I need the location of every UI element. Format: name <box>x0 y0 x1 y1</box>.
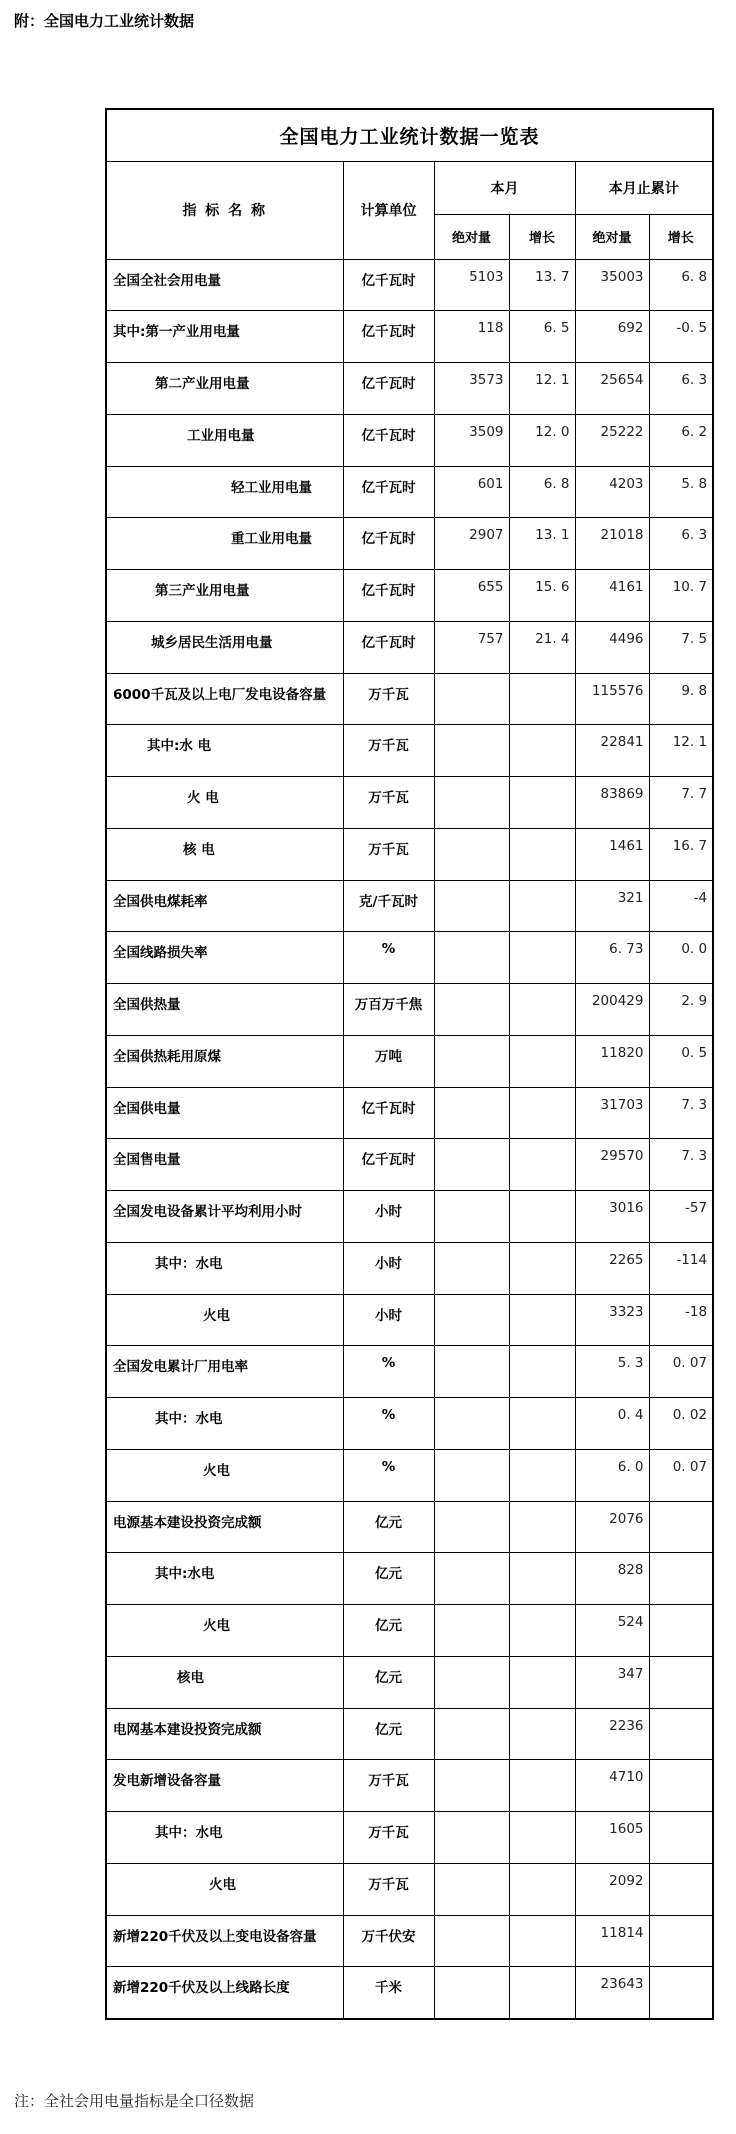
unit-cell: 万千瓦 <box>343 1760 434 1812</box>
table-row <box>106 1553 713 1605</box>
month-absolute-cell: 757 <box>434 621 509 673</box>
cumulative-growth-cell: 7. 5 <box>649 621 713 673</box>
unit-cell: 万千瓦 <box>343 1812 434 1864</box>
month-growth-cell <box>509 1863 575 1915</box>
cumulative-growth-cell: 10. 7 <box>649 570 713 622</box>
month-growth-cell <box>509 1346 575 1398</box>
table-row <box>106 1915 713 1967</box>
footnote: 注：全社会用电量指标是全口径数据 <box>14 2092 255 2110</box>
table-title: 全国电力工业统计数据一览表 <box>106 109 713 161</box>
indicator-name-cell: 第三产业用电量 <box>106 570 343 622</box>
cumulative-growth-cell <box>649 1605 713 1657</box>
cumulative-absolute-cell: 4203 <box>575 466 649 518</box>
month-absolute-cell <box>434 777 509 829</box>
table-row <box>106 1035 713 1087</box>
table-row <box>106 1139 713 1191</box>
indicator-name-cell: 火电 <box>106 1863 343 1915</box>
month-absolute-cell: 601 <box>434 466 509 518</box>
cumulative-growth-cell: 2. 9 <box>649 984 713 1036</box>
month-absolute-cell <box>434 1863 509 1915</box>
cumulative-absolute-cell: 5. 3 <box>575 1346 649 1398</box>
month-absolute-cell <box>434 1035 509 1087</box>
month-growth-cell <box>509 1294 575 1346</box>
cumulative-absolute-cell: 6. 0 <box>575 1449 649 1501</box>
unit-cell: 亿千瓦时 <box>343 311 434 363</box>
cumulative-growth-cell <box>649 1915 713 1967</box>
unit-cell: 万千瓦 <box>343 673 434 725</box>
month-absolute-cell <box>434 984 509 1036</box>
table-row <box>106 1294 713 1346</box>
unit-cell: 亿千瓦时 <box>343 466 434 518</box>
table-row <box>106 466 713 518</box>
cumulative-absolute-cell: 35003 <box>575 259 649 311</box>
unit-cell: 克/千瓦时 <box>343 880 434 932</box>
cumulative-absolute-cell: 1605 <box>575 1812 649 1864</box>
month-absolute-cell: 5103 <box>434 259 509 311</box>
indicator-name-cell: 6000千瓦及以上电厂发电设备容量 <box>106 673 343 725</box>
header-unit: 计算单位 <box>343 161 434 259</box>
cumulative-growth-cell: 6. 8 <box>649 259 713 311</box>
indicator-name-cell: 火 电 <box>106 777 343 829</box>
table-row <box>106 1605 713 1657</box>
month-absolute-cell: 655 <box>434 570 509 622</box>
unit-cell: 万千瓦 <box>343 725 434 777</box>
cumulative-absolute-cell: 1461 <box>575 828 649 880</box>
cumulative-growth-cell: -4 <box>649 880 713 932</box>
month-growth-cell <box>509 1087 575 1139</box>
indicator-name-cell: 全国供电量 <box>106 1087 343 1139</box>
month-absolute-cell <box>434 1294 509 1346</box>
month-absolute-cell <box>434 1656 509 1708</box>
cumulative-growth-cell: 6. 3 <box>649 518 713 570</box>
month-absolute-cell <box>434 828 509 880</box>
cumulative-growth-cell: 7. 3 <box>649 1087 713 1139</box>
indicator-name-cell: 火电 <box>106 1449 343 1501</box>
month-absolute-cell <box>434 1605 509 1657</box>
indicator-name-cell: 全国发电设备累计平均利用小时 <box>106 1191 343 1243</box>
cumulative-absolute-cell: 3016 <box>575 1191 649 1243</box>
table-row <box>106 673 713 725</box>
cumulative-absolute-cell: 347 <box>575 1656 649 1708</box>
indicator-name-cell: 新增220千伏及以上线路长度 <box>106 1967 343 2019</box>
header-cumulative: 本月止累计 <box>575 161 713 214</box>
cumulative-absolute-cell: 4496 <box>575 621 649 673</box>
month-growth-cell <box>509 1760 575 1812</box>
month-absolute-cell <box>434 1449 509 1501</box>
month-growth-cell <box>509 1191 575 1243</box>
cumulative-absolute-cell: 11820 <box>575 1035 649 1087</box>
month-absolute-cell <box>434 1242 509 1294</box>
table-row <box>106 1087 713 1139</box>
month-growth-cell: 13. 7 <box>509 259 575 311</box>
cumulative-absolute-cell: 25222 <box>575 414 649 466</box>
month-growth-cell: 12. 1 <box>509 363 575 415</box>
unit-cell: 万千瓦 <box>343 828 434 880</box>
header-cumulative-growth: 增长 <box>649 214 713 259</box>
cumulative-absolute-cell: 0. 4 <box>575 1398 649 1450</box>
unit-cell: 亿千瓦时 <box>343 518 434 570</box>
cumulative-absolute-cell: 22841 <box>575 725 649 777</box>
month-absolute-cell <box>434 673 509 725</box>
cumulative-absolute-cell: 3323 <box>575 1294 649 1346</box>
month-growth-cell: 6. 8 <box>509 466 575 518</box>
cumulative-growth-cell: 6. 3 <box>649 363 713 415</box>
table-title-row <box>106 109 713 161</box>
unit-cell: 小时 <box>343 1242 434 1294</box>
unit-cell: 万吨 <box>343 1035 434 1087</box>
header-indicator-name: 指 标 名 称 <box>106 161 343 259</box>
unit-cell: 亿千瓦时 <box>343 414 434 466</box>
cumulative-growth-cell: 5. 8 <box>649 466 713 518</box>
indicator-name-cell: 其中：水电 <box>106 1242 343 1294</box>
month-growth-cell <box>509 1139 575 1191</box>
month-absolute-cell <box>434 1501 509 1553</box>
month-growth-cell <box>509 1035 575 1087</box>
month-absolute-cell <box>434 1915 509 1967</box>
unit-cell: % <box>343 1398 434 1450</box>
month-absolute-cell <box>434 932 509 984</box>
table-row <box>106 880 713 932</box>
cumulative-absolute-cell: 2236 <box>575 1708 649 1760</box>
unit-cell: 万百万千焦 <box>343 984 434 1036</box>
indicator-name-cell: 工业用电量 <box>106 414 343 466</box>
cumulative-growth-cell: 7. 7 <box>649 777 713 829</box>
indicator-name-cell: 全国售电量 <box>106 1139 343 1191</box>
table-row <box>106 363 713 415</box>
cumulative-growth-cell: 6. 2 <box>649 414 713 466</box>
month-growth-cell <box>509 725 575 777</box>
month-absolute-cell <box>434 725 509 777</box>
month-growth-cell: 21. 4 <box>509 621 575 673</box>
indicator-name-cell: 全国发电累计厂用电率 <box>106 1346 343 1398</box>
month-growth-cell <box>509 1915 575 1967</box>
month-growth-cell <box>509 1449 575 1501</box>
month-growth-cell <box>509 1708 575 1760</box>
header-current-month: 本月 <box>434 161 575 214</box>
unit-cell: 亿千瓦时 <box>343 259 434 311</box>
cumulative-growth-cell <box>649 1501 713 1553</box>
cumulative-growth-cell: -18 <box>649 1294 713 1346</box>
month-absolute-cell <box>434 1967 509 2019</box>
table-row <box>106 1449 713 1501</box>
cumulative-absolute-cell: 2265 <box>575 1242 649 1294</box>
cumulative-growth-cell <box>649 1812 713 1864</box>
unit-cell: 小时 <box>343 1294 434 1346</box>
cumulative-absolute-cell: 524 <box>575 1605 649 1657</box>
document-heading: 附：全国电力工业统计数据 <box>14 12 195 30</box>
month-growth-cell <box>509 880 575 932</box>
table-row <box>106 570 713 622</box>
month-absolute-cell <box>434 1346 509 1398</box>
indicator-name-cell: 其中:第一产业用电量 <box>106 311 343 363</box>
table-row <box>106 725 713 777</box>
table-row <box>106 1812 713 1864</box>
month-growth-cell <box>509 1605 575 1657</box>
table-body <box>106 259 713 2019</box>
cumulative-absolute-cell: 11814 <box>575 1915 649 1967</box>
month-absolute-cell <box>434 1398 509 1450</box>
month-absolute-cell <box>434 1708 509 1760</box>
cumulative-absolute-cell: 2076 <box>575 1501 649 1553</box>
cumulative-absolute-cell: 828 <box>575 1553 649 1605</box>
table-row <box>106 1501 713 1553</box>
cumulative-absolute-cell: 21018 <box>575 518 649 570</box>
month-growth-cell <box>509 1398 575 1450</box>
indicator-name-cell: 全国供电煤耗率 <box>106 880 343 932</box>
header-cumulative-absolute: 绝对量 <box>575 214 649 259</box>
cumulative-absolute-cell: 4161 <box>575 570 649 622</box>
month-growth-cell <box>509 932 575 984</box>
table-row <box>106 1398 713 1450</box>
cumulative-growth-cell: 0. 07 <box>649 1449 713 1501</box>
unit-cell: % <box>343 932 434 984</box>
statistics-table <box>105 108 714 2020</box>
cumulative-growth-cell: -57 <box>649 1191 713 1243</box>
indicator-name-cell: 核 电 <box>106 828 343 880</box>
table-row <box>106 1708 713 1760</box>
cumulative-absolute-cell: 29570 <box>575 1139 649 1191</box>
unit-cell: 亿元 <box>343 1656 434 1708</box>
month-absolute-cell: 2907 <box>434 518 509 570</box>
month-growth-cell <box>509 1242 575 1294</box>
unit-cell: 亿元 <box>343 1605 434 1657</box>
month-absolute-cell <box>434 1760 509 1812</box>
cumulative-growth-cell <box>649 1708 713 1760</box>
table-row <box>106 518 713 570</box>
cumulative-absolute-cell: 692 <box>575 311 649 363</box>
table-row <box>106 1863 713 1915</box>
unit-cell: 亿元 <box>343 1501 434 1553</box>
unit-cell: 万千瓦 <box>343 777 434 829</box>
month-absolute-cell: 118 <box>434 311 509 363</box>
table-row <box>106 777 713 829</box>
table-row <box>106 621 713 673</box>
unit-cell: 亿千瓦时 <box>343 363 434 415</box>
month-absolute-cell: 3509 <box>434 414 509 466</box>
month-growth-cell <box>509 984 575 1036</box>
month-growth-cell: 6. 5 <box>509 311 575 363</box>
unit-cell: 小时 <box>343 1191 434 1243</box>
month-absolute-cell <box>434 1139 509 1191</box>
unit-cell: % <box>343 1449 434 1501</box>
table-row <box>106 828 713 880</box>
cumulative-growth-cell <box>649 1760 713 1812</box>
month-absolute-cell <box>434 880 509 932</box>
unit-cell: 亿千瓦时 <box>343 570 434 622</box>
table-row <box>106 1760 713 1812</box>
cumulative-growth-cell: -0. 5 <box>649 311 713 363</box>
month-absolute-cell <box>434 1812 509 1864</box>
month-growth-cell <box>509 828 575 880</box>
cumulative-growth-cell: 0. 0 <box>649 932 713 984</box>
month-growth-cell: 13. 1 <box>509 518 575 570</box>
cumulative-growth-cell: 9. 8 <box>649 673 713 725</box>
cumulative-absolute-cell: 321 <box>575 880 649 932</box>
month-absolute-cell <box>434 1553 509 1605</box>
indicator-name-cell: 其中：水电 <box>106 1398 343 1450</box>
unit-cell: 亿千瓦时 <box>343 1087 434 1139</box>
month-growth-cell <box>509 1812 575 1864</box>
indicator-name-cell: 电网基本建设投资完成额 <box>106 1708 343 1760</box>
table-row <box>106 1191 713 1243</box>
unit-cell: 千米 <box>343 1967 434 2019</box>
header-month-absolute: 绝对量 <box>434 214 509 259</box>
table-row <box>106 1967 713 2019</box>
cumulative-absolute-cell: 23643 <box>575 1967 649 2019</box>
indicator-name-cell: 轻工业用电量 <box>106 466 343 518</box>
month-growth-cell: 12. 0 <box>509 414 575 466</box>
indicator-name-cell: 其中:水 电 <box>106 725 343 777</box>
indicator-name-cell: 全国线路损失率 <box>106 932 343 984</box>
month-growth-cell <box>509 673 575 725</box>
cumulative-absolute-cell: 115576 <box>575 673 649 725</box>
cumulative-growth-cell <box>649 1553 713 1605</box>
unit-cell: 万千瓦 <box>343 1863 434 1915</box>
table-header-row-1 <box>106 161 713 214</box>
month-absolute-cell: 3573 <box>434 363 509 415</box>
table-row <box>106 1346 713 1398</box>
cumulative-growth-cell <box>649 1863 713 1915</box>
table-row <box>106 311 713 363</box>
indicator-name-cell: 其中:水电 <box>106 1553 343 1605</box>
cumulative-growth-cell: 0. 02 <box>649 1398 713 1450</box>
cumulative-growth-cell: 0. 07 <box>649 1346 713 1398</box>
indicator-name-cell: 全国供热量 <box>106 984 343 1036</box>
cumulative-absolute-cell: 4710 <box>575 1760 649 1812</box>
table-row <box>106 932 713 984</box>
cumulative-growth-cell: 12. 1 <box>649 725 713 777</box>
cumulative-absolute-cell: 25654 <box>575 363 649 415</box>
cumulative-absolute-cell: 83869 <box>575 777 649 829</box>
cumulative-growth-cell: -114 <box>649 1242 713 1294</box>
month-absolute-cell <box>434 1191 509 1243</box>
unit-cell: 亿元 <box>343 1708 434 1760</box>
cumulative-absolute-cell: 2092 <box>575 1863 649 1915</box>
cumulative-growth-cell <box>649 1656 713 1708</box>
unit-cell: 亿千瓦时 <box>343 1139 434 1191</box>
indicator-name-cell: 第二产业用电量 <box>106 363 343 415</box>
indicator-name-cell: 城乡居民生活用电量 <box>106 621 343 673</box>
table-row <box>106 1242 713 1294</box>
month-growth-cell <box>509 1967 575 2019</box>
indicator-name-cell: 火电 <box>106 1294 343 1346</box>
indicator-name-cell: 电源基本建设投资完成额 <box>106 1501 343 1553</box>
month-growth-cell <box>509 1553 575 1605</box>
month-growth-cell <box>509 1501 575 1553</box>
month-absolute-cell <box>434 1087 509 1139</box>
indicator-name-cell: 全国全社会用电量 <box>106 259 343 311</box>
table-row <box>106 259 713 311</box>
table-row <box>106 1656 713 1708</box>
month-growth-cell <box>509 1656 575 1708</box>
indicator-name-cell: 其中：水电 <box>106 1812 343 1864</box>
indicator-name-cell: 新增220千伏及以上变电设备容量 <box>106 1915 343 1967</box>
unit-cell: 亿元 <box>343 1553 434 1605</box>
cumulative-growth-cell: 16. 7 <box>649 828 713 880</box>
unit-cell: % <box>343 1346 434 1398</box>
header-month-growth: 增长 <box>509 214 575 259</box>
cumulative-absolute-cell: 200429 <box>575 984 649 1036</box>
indicator-name-cell: 火电 <box>106 1605 343 1657</box>
month-growth-cell: 15. 6 <box>509 570 575 622</box>
cumulative-absolute-cell: 31703 <box>575 1087 649 1139</box>
month-growth-cell <box>509 777 575 829</box>
indicator-name-cell: 全国供热耗用原煤 <box>106 1035 343 1087</box>
unit-cell: 万千伏安 <box>343 1915 434 1967</box>
indicator-name-cell: 核电 <box>106 1656 343 1708</box>
cumulative-growth-cell: 7. 3 <box>649 1139 713 1191</box>
indicator-name-cell: 重工业用电量 <box>106 518 343 570</box>
indicator-name-cell: 发电新增设备容量 <box>106 1760 343 1812</box>
cumulative-absolute-cell: 6. 73 <box>575 932 649 984</box>
cumulative-growth-cell <box>649 1967 713 2019</box>
unit-cell: 亿千瓦时 <box>343 621 434 673</box>
table-row <box>106 984 713 1036</box>
table-row <box>106 414 713 466</box>
cumulative-growth-cell: 0. 5 <box>649 1035 713 1087</box>
